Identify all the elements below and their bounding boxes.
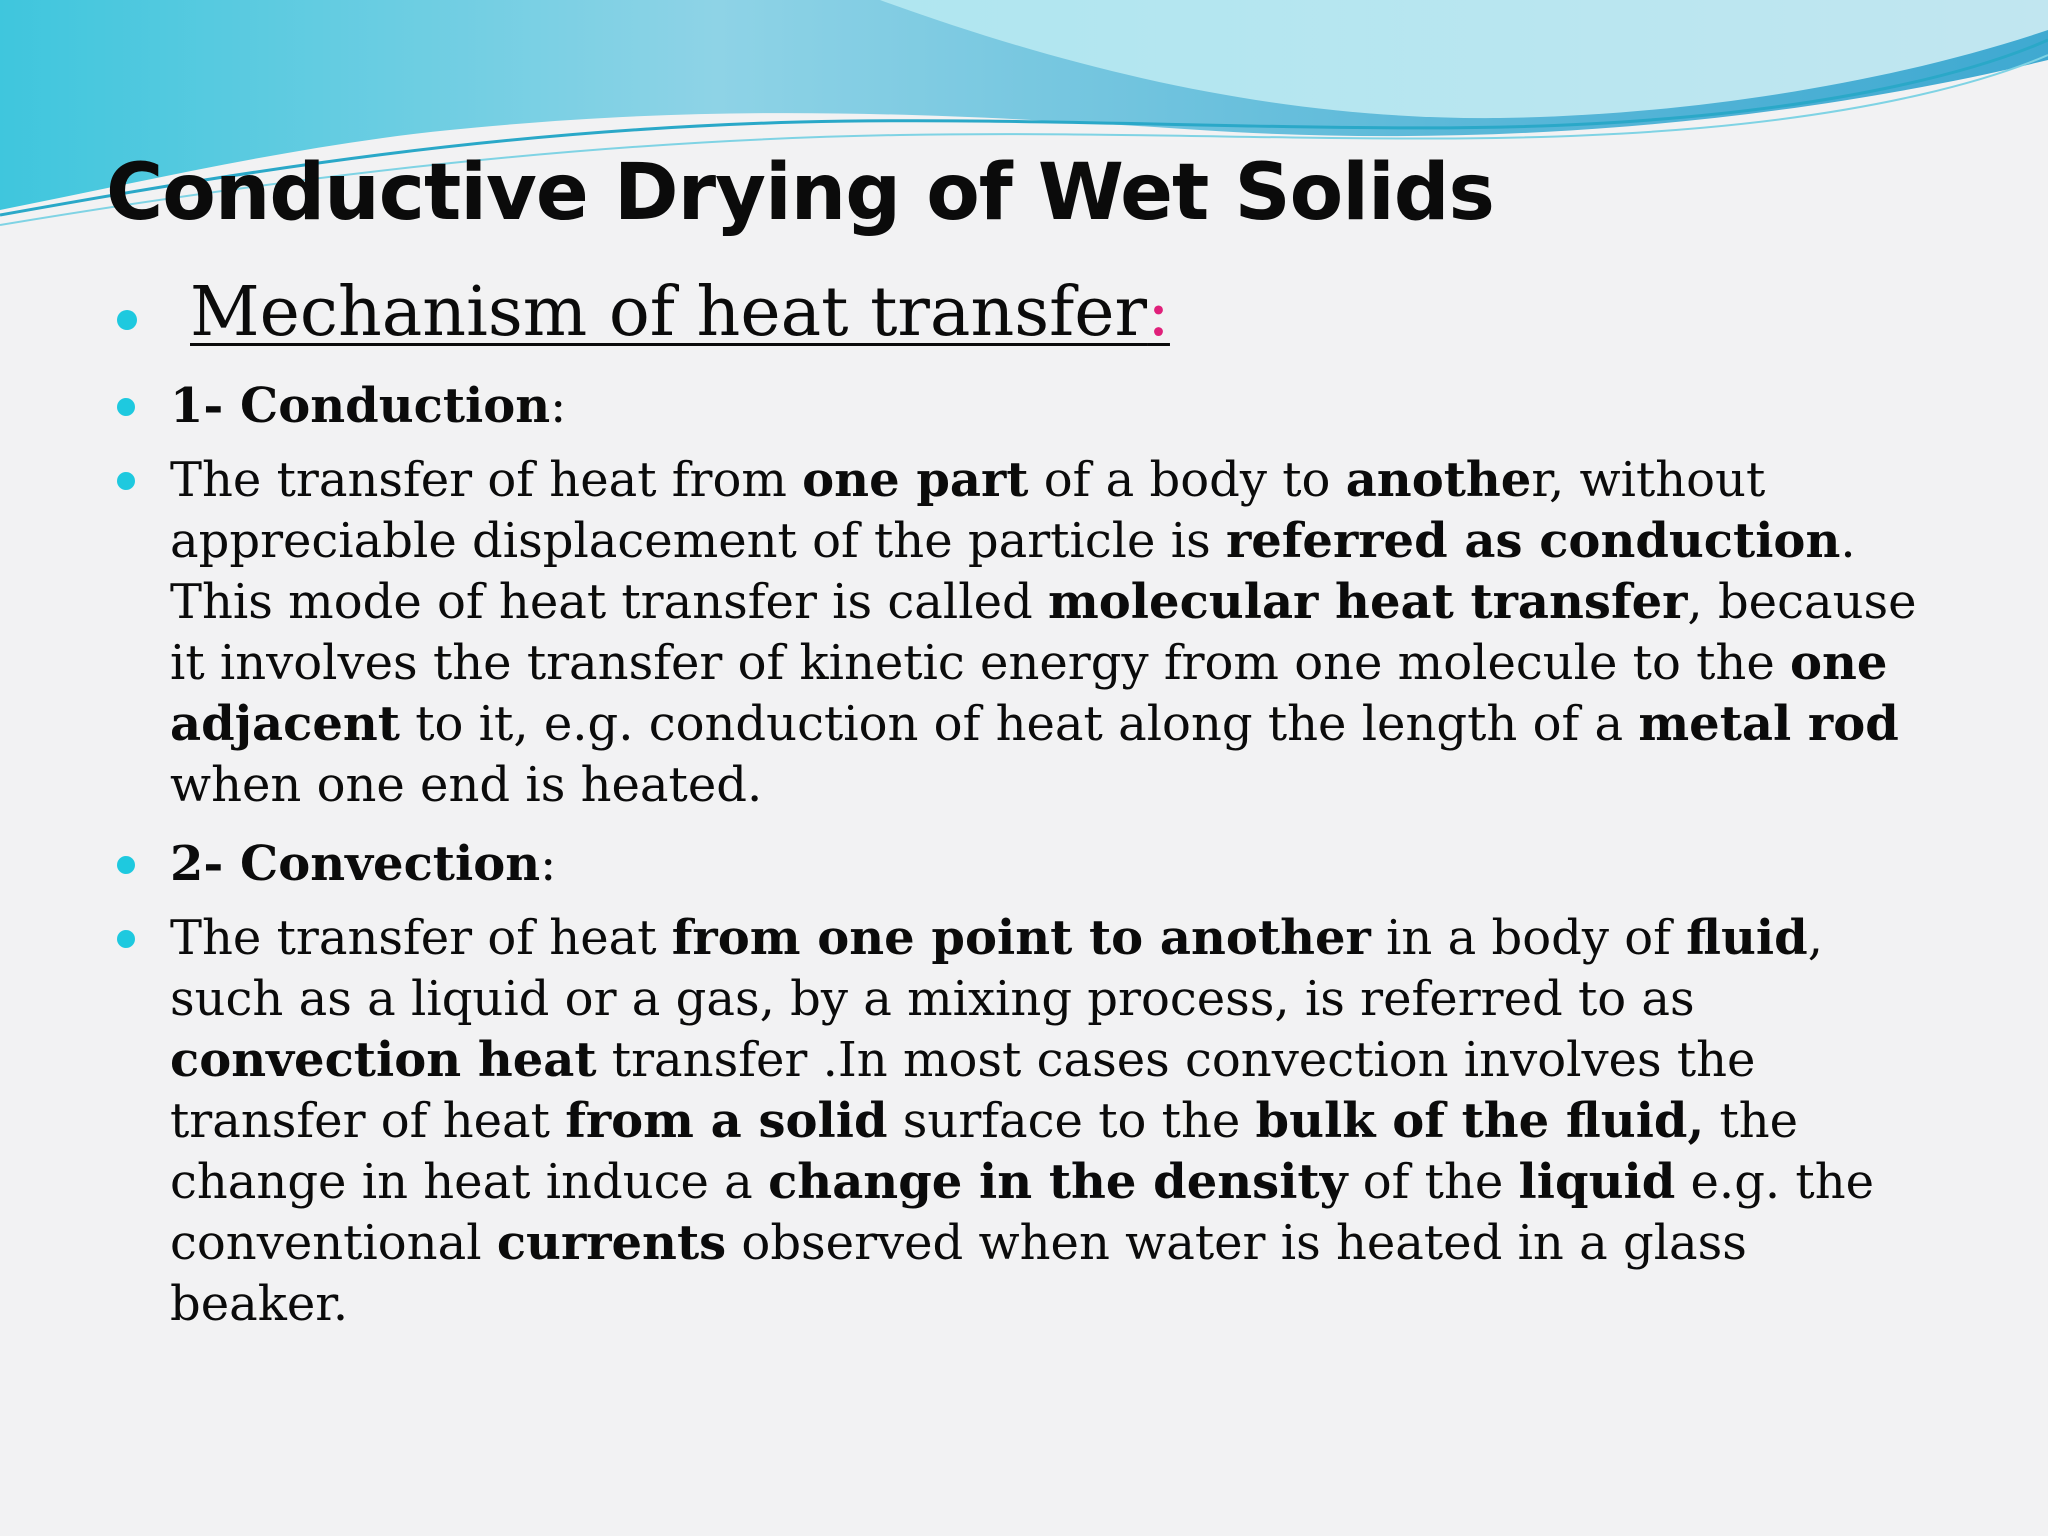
conduction-heading-colon: : (550, 378, 567, 434)
slide-title: Conductive Drying of Wet Solids (106, 148, 1494, 238)
convection-paragraph (170, 908, 1930, 1335)
text-run: the change in heat induce a (170, 1093, 1799, 1210)
text-run: The transfer of heat (170, 910, 672, 966)
emphasis-text: bulk of the fluid, (1255, 1093, 1705, 1149)
text-run: e.g. the conventional (170, 1154, 1875, 1271)
bullet-dot-icon (117, 398, 135, 416)
text-run: , because it involves the transfer of kinetic energy from one molecule to the (170, 574, 1917, 691)
emphasis-text: molecular heat transfer (1048, 574, 1688, 630)
text-run: observed when water is heated in a glass beaker. (170, 1215, 1747, 1332)
emphasis-text: one adjacent (170, 635, 1888, 752)
text-run: , such as a liquid or a gas, by a mixing process, is referred to as (170, 910, 1823, 1027)
convection-heading (170, 834, 556, 895)
bullet-dot-icon (117, 472, 135, 490)
text-run: to it, e.g. conduction of heat along the length of a (399, 696, 1639, 752)
bullet-dot-icon (117, 310, 137, 330)
convection-heading-colon: : (540, 836, 557, 892)
emphasis-text: from a solid (565, 1093, 888, 1149)
text-run: r, without appreciable displacement of the particle is (170, 452, 1766, 569)
conduction-heading (170, 376, 566, 437)
conduction-paragraph (170, 450, 1930, 816)
emphasis-text: metal rod (1638, 696, 1899, 752)
emphasis-text: convection heat (170, 1032, 597, 1088)
text-run: of a body to (1028, 452, 1346, 508)
bullet-dot-icon (117, 930, 135, 948)
emphasis-text: liquid (1518, 1154, 1676, 1210)
convection-heading-label: 2- Convection (170, 836, 541, 892)
subheading-text: Mechanism of heat transfer (190, 273, 1148, 352)
emphasis-text: change in the density (768, 1154, 1348, 1210)
text-run: . This mode of heat transfer is called (170, 513, 1856, 630)
subheading (190, 273, 1170, 352)
emphasis-text: one part (802, 452, 1029, 508)
bullet-dot-icon (117, 856, 135, 874)
emphasis-text: from one point to another (671, 910, 1371, 966)
text-run: The transfer of heat from (170, 452, 803, 508)
emphasis-text: currents (496, 1215, 727, 1271)
text-run: transfer .In most cases convection involves the transfer of heat (170, 1032, 1756, 1149)
text-run: when one end is heated. (170, 757, 763, 813)
emphasis-text: fluid (1686, 910, 1808, 966)
text-run: in a body of (1370, 910, 1687, 966)
emphasis-text: referred as conduction (1225, 513, 1841, 569)
text-run: surface to the (887, 1093, 1256, 1149)
text-run: of the (1347, 1154, 1519, 1210)
emphasis-text: anothe (1345, 452, 1532, 508)
subheading-colon: : (1147, 273, 1170, 352)
conduction-heading-label: 1- Conduction (170, 378, 551, 434)
